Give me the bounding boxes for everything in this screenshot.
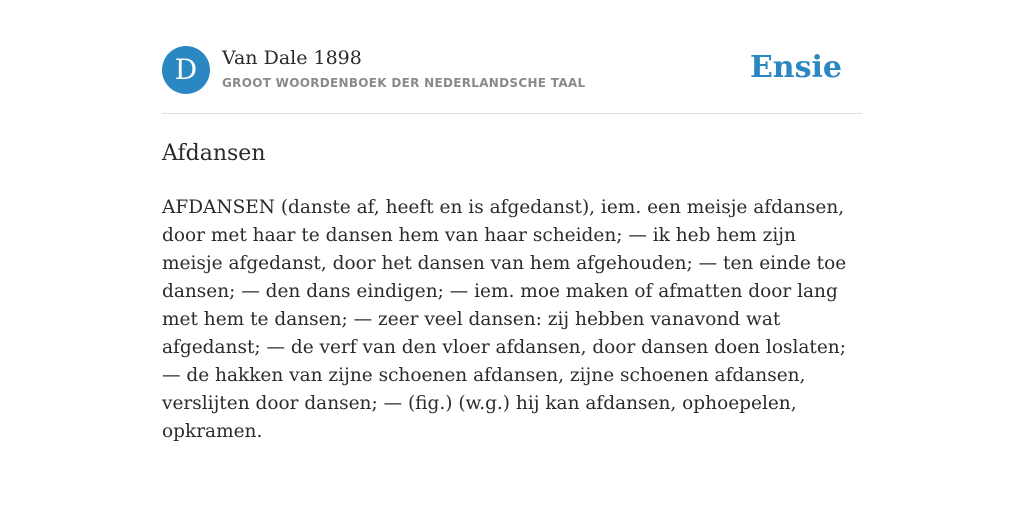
source-logo[interactable]: D [162,46,210,94]
source-header [162,46,862,114]
brand-logo[interactable]: Ensie [749,50,842,85]
entry-title: Afdansen [162,141,266,166]
source-subtitle: GROOT WOORDENBOEK DER NEDERLANDSCHE TAAL [222,76,586,90]
source-title[interactable]: Van Dale 1898 [222,47,362,69]
entry-definition: AFDANSEN (danste af, heeft en is afgedanst), iem. een meisje afdansen, door met haar te dansen hem van haar scheiden; — ik heb hem zijn meisje afgedanst, door het dansen van hem afgehouden; — ten einde toe dansen; — den dans eindigen; — iem. moe maken of afmatten door lang met hem te dansen; — zeer veel dansen: zij hebben vanavond wat afgedanst; — de verf van den vloer afdansen, door dansen doen loslaten; — de hakken van zijne schoenen afdansen, zijne schoenen afdansen, verslijten door dansen; — (fig.) (w.g.) hij kan afdansen, ophoepelen, opkramen. [162,197,847,442]
entry-card [162,46,862,446]
